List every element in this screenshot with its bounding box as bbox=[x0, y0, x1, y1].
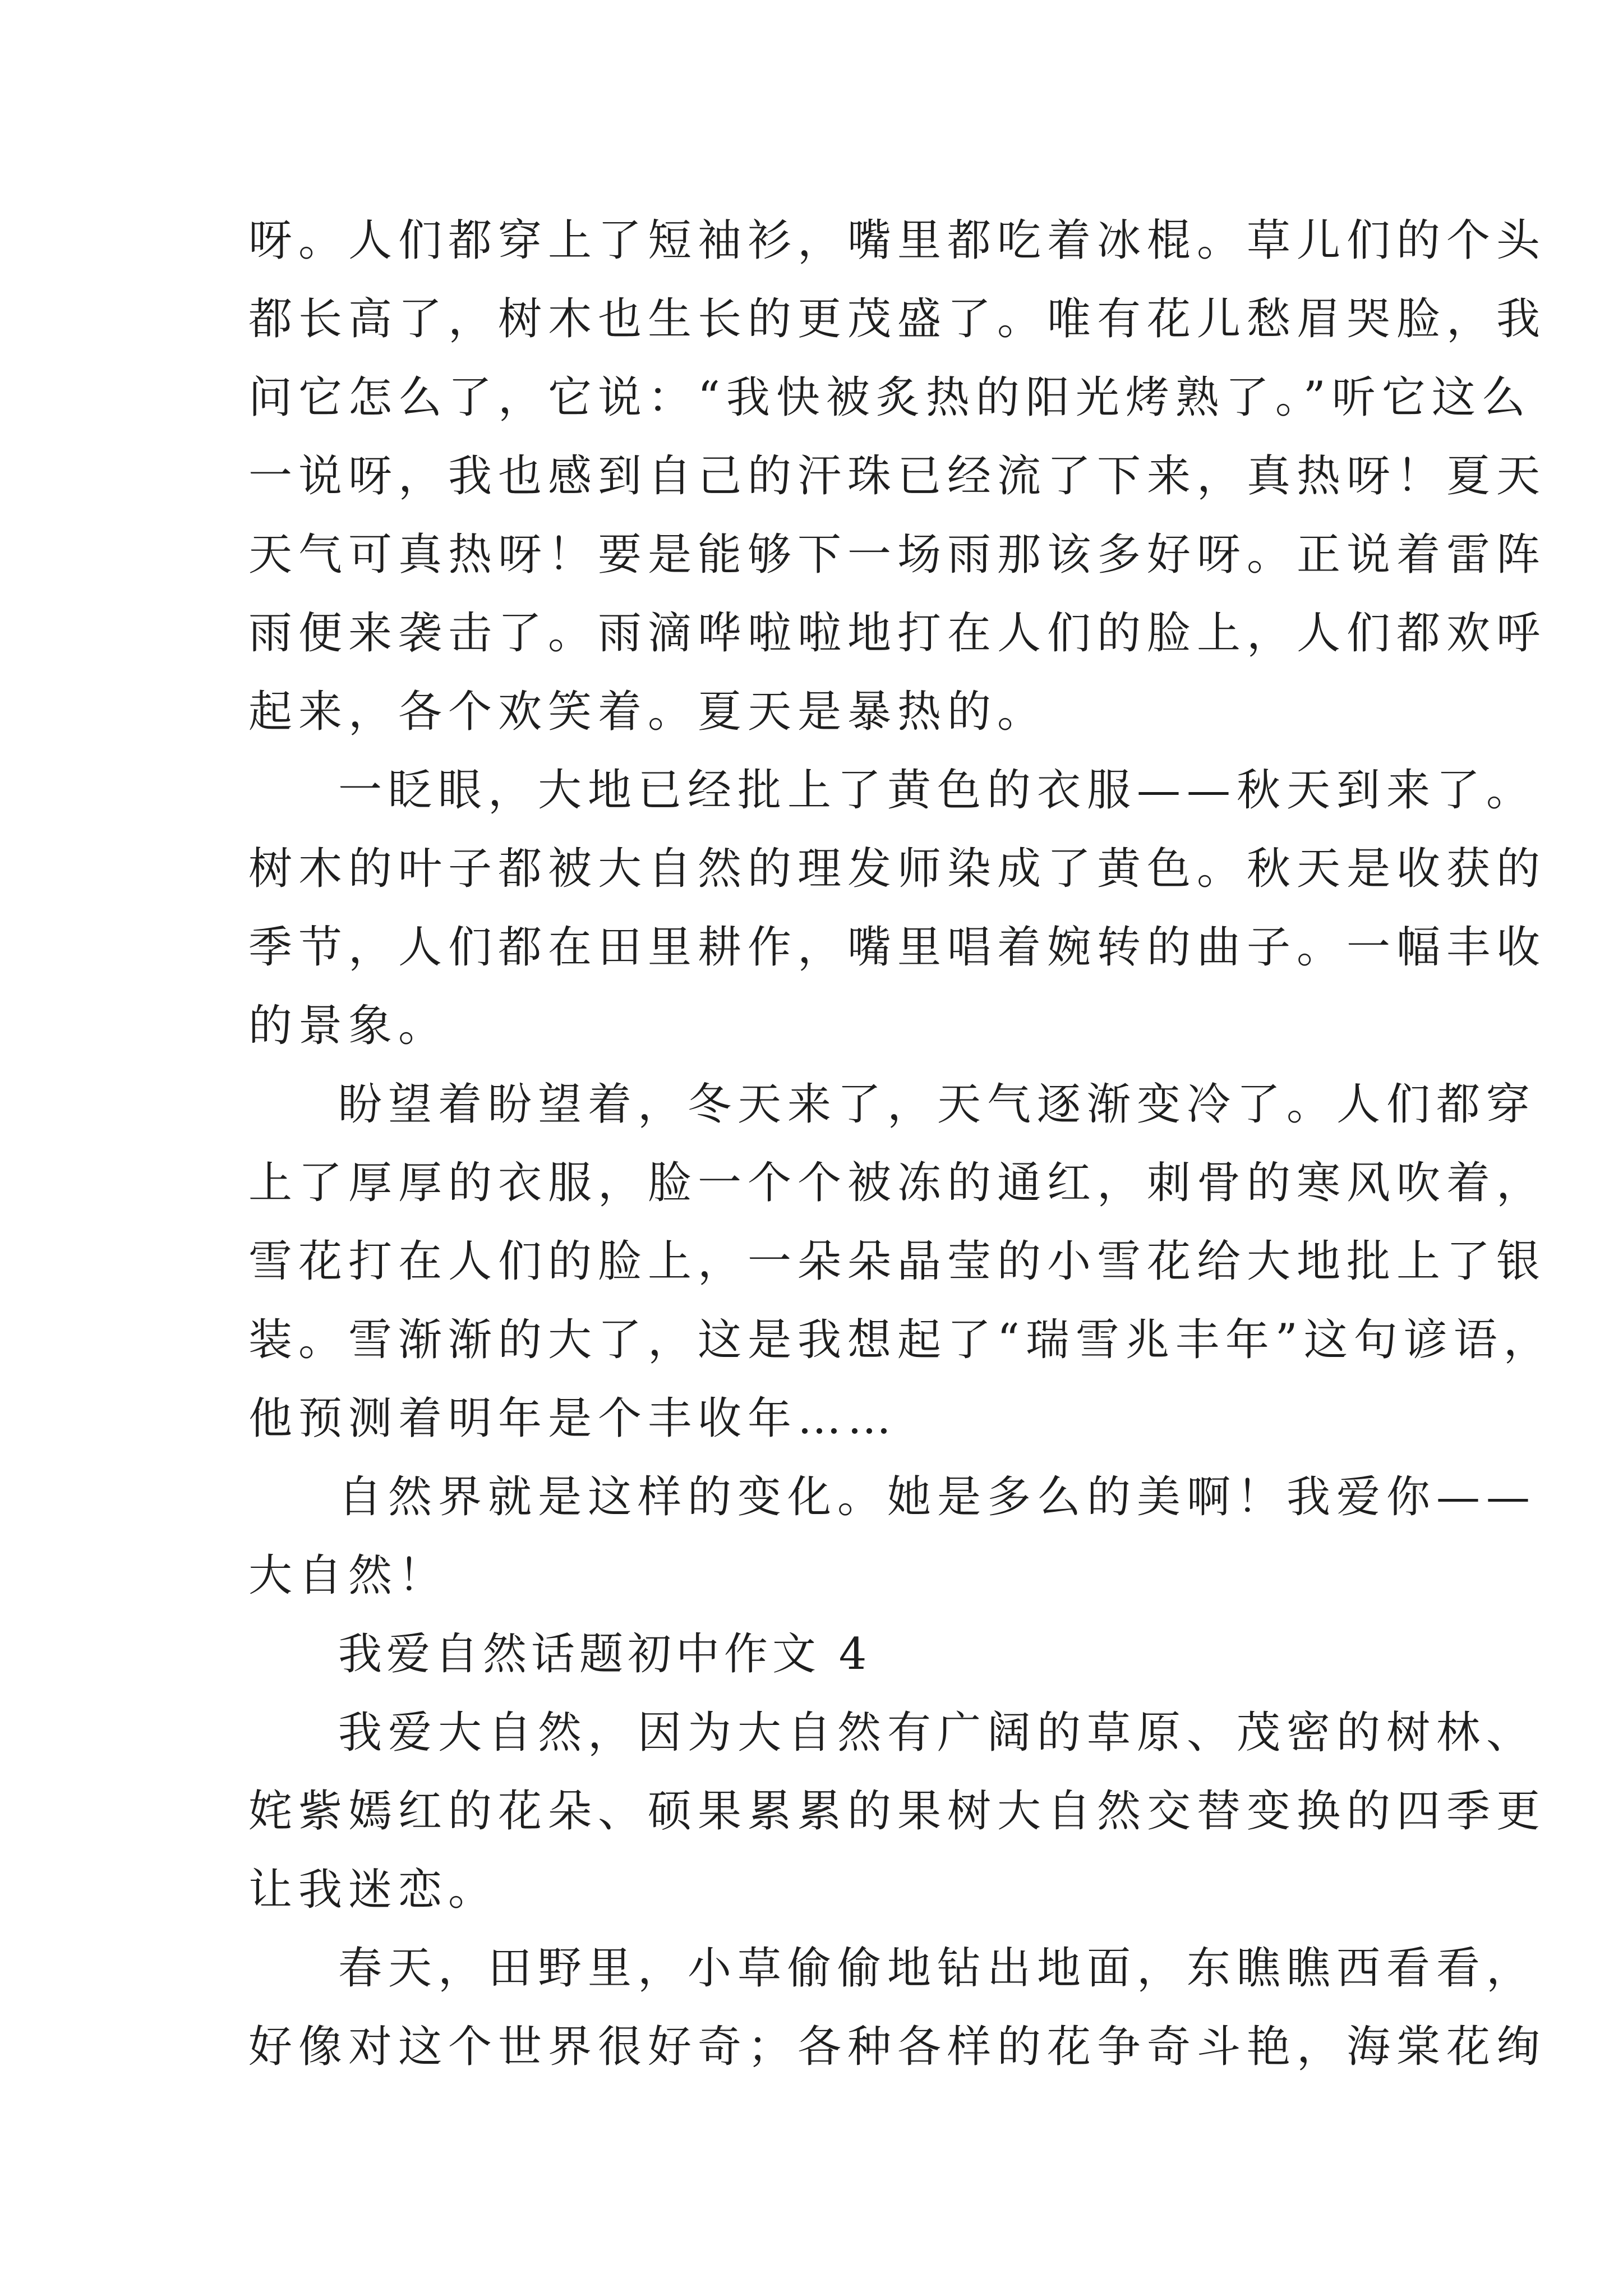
text-line: 我爱大自然，因为大自然有广阔的草原、茂密的树林、 bbox=[338, 1708, 1537, 1758]
text-line: 雨便来袭击了。雨滴哗啦啦地打在人们的脸上，人们都欢呼 bbox=[248, 608, 1547, 659]
text-line: 装。雪渐渐的大了，这是我想起了“瑞雪兆丰年”这句谚语， bbox=[248, 1315, 1553, 1365]
text-line: 树木的叶子都被大自然的理发师染成了黄色。秋天是收获的 bbox=[248, 844, 1547, 894]
text-line: 雪花打在人们的脸上，一朵朵晶莹的小雪花给大地批上了银 bbox=[248, 1236, 1547, 1287]
text-line: 呀。人们都穿上了短袖衫，嘴里都吃着冰棍。草儿们的个头 bbox=[248, 215, 1547, 266]
text-line: 盼望着盼望着，冬天来了，天气逐渐变冷了。人们都穿 bbox=[338, 1079, 1537, 1130]
text-line: 的景象。 bbox=[248, 1001, 449, 1051]
text-line: 他预测着明年是个丰收年…… bbox=[248, 1393, 898, 1444]
section-title: 我爱自然话题初中作文 4 bbox=[338, 1629, 872, 1680]
text-line: 姹紫嫣红的花朵、硕果累累的果树大自然交替变换的四季更 bbox=[248, 1786, 1547, 1837]
text-line: 大自然！ bbox=[248, 1550, 449, 1601]
text-line: 自然界就是这样的变化。她是多么的美啊！我爱你—— bbox=[338, 1472, 1537, 1522]
text-line: 问它怎么了，它说：“我快被炙热的阳光烤熟了。”听它这么 bbox=[248, 372, 1532, 423]
text-line: 一眨眼，大地已经批上了黄色的衣服——秋天到来了。 bbox=[338, 765, 1537, 816]
text-line: 季节，人们都在田里耕作，嘴里唱着婉转的曲子。一幅丰收 bbox=[248, 922, 1547, 973]
text-line: 上了厚厚的衣服，脸一个个被冻的通红，刺骨的寒风吹着， bbox=[248, 1158, 1547, 1208]
text-line: 起来，各个欢笑着。夏天是暴热的。 bbox=[248, 687, 1048, 737]
text-line: 都长高了，树木也生长的更茂盛了。唯有花儿愁眉哭脸，我 bbox=[248, 294, 1547, 344]
text-line: 天气可真热呀！要是能够下一场雨那该多好呀。正说着雷阵 bbox=[248, 530, 1547, 580]
text-line: 好像对这个世界很好奇；各种各样的花争奇斗艳，海棠花绚 bbox=[248, 2022, 1547, 2072]
text-line: 春天，田野里，小草偷偷地钻出地面，东瞧瞧西看看， bbox=[338, 1943, 1537, 1994]
text-line: 一说呀，我也感到自己的汗珠已经流了下来，真热呀！夏天 bbox=[248, 451, 1547, 501]
text-line: 让我迷恋。 bbox=[248, 1865, 499, 1915]
